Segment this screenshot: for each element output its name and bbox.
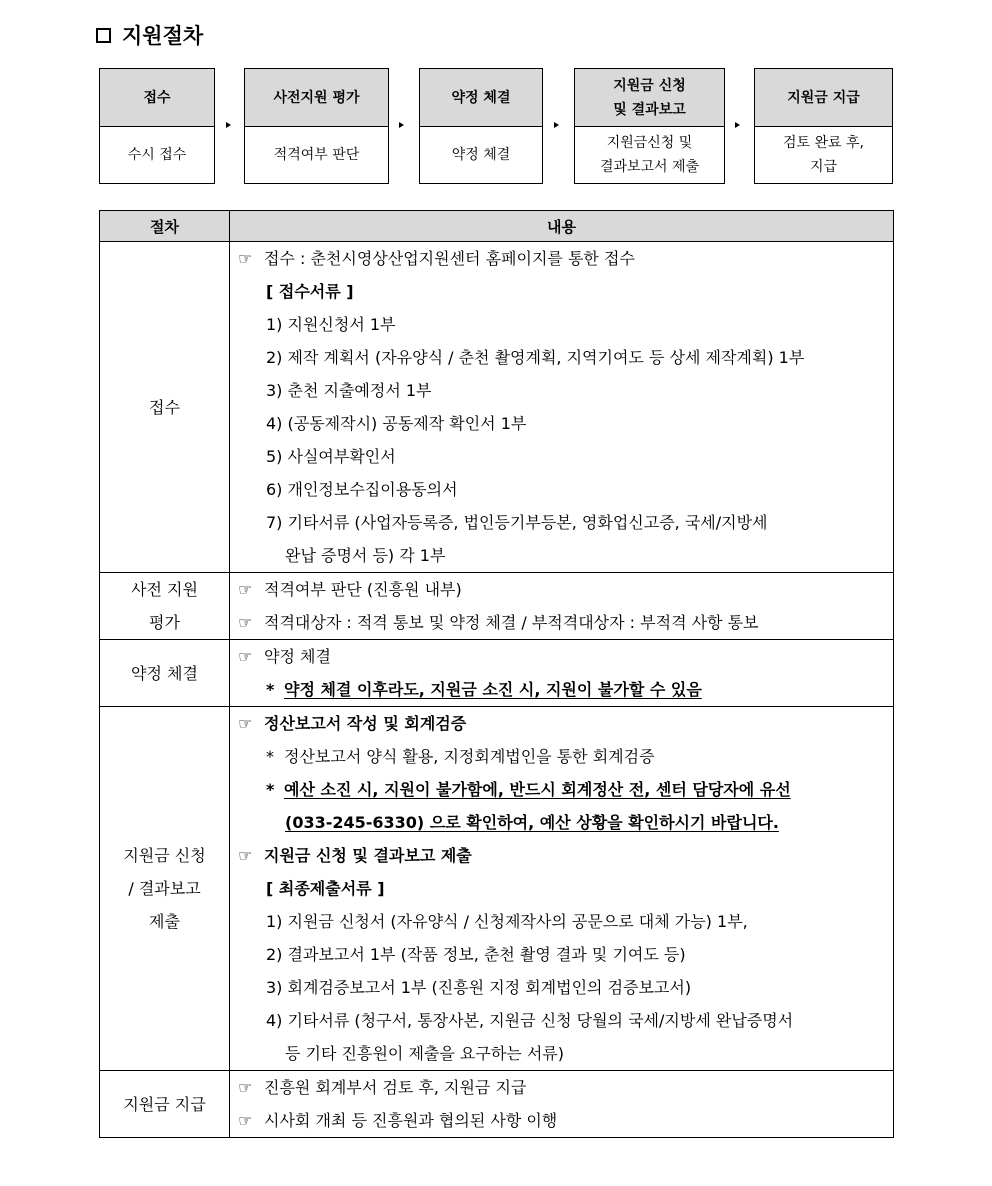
flow-step-body: 약정 체결 bbox=[451, 147, 511, 163]
flow-step-agreement bbox=[419, 68, 543, 184]
flow-step-body: 검토 완료 후, 지급 bbox=[783, 135, 864, 175]
flow-step-body: 수시 접수 bbox=[127, 147, 187, 163]
list-item: ☞ 접수 : 춘천시영상산업지원센터 홈페이지를 통한 접수 bbox=[230, 242, 893, 275]
pointing-hand-icon: ☞ bbox=[238, 846, 253, 865]
content-cell bbox=[230, 242, 894, 573]
list-item: 3) 춘천 지출예정서 1부 bbox=[266, 381, 432, 400]
list-item: [ 접수서류 ] bbox=[266, 282, 354, 301]
list-item: 2) 제작 계획서 (자유양식 / 춘천 촬영계획, 지역기여도 등 상세 제작계획) 1부 bbox=[266, 348, 805, 367]
table-row bbox=[100, 573, 894, 640]
list-item: 6) 개인정보수집이용동의서 bbox=[266, 480, 458, 499]
content-cell bbox=[230, 707, 894, 1071]
list-item: ☞ 시사회 개최 등 진흥원과 협의된 사항 이행 bbox=[230, 1104, 893, 1137]
checkbox-square-icon bbox=[96, 28, 111, 43]
flow-step-payment bbox=[754, 68, 893, 184]
list-item: 1) 지원금 신청서 (자유양식 / 신청제작사의 공문으로 대체 가능) 1부, bbox=[266, 912, 748, 931]
flow-step-body: 적격여부 판단 bbox=[273, 147, 360, 163]
table-row bbox=[100, 242, 894, 573]
list-item: ☞ 적격여부 판단 (진흥원 내부) bbox=[230, 573, 893, 606]
flow-step-pre-evaluation bbox=[244, 68, 389, 184]
notice-item: * 정산보고서 양식 활용, 지정회계법인을 통한 회계검증 bbox=[266, 747, 655, 766]
list-item: ☞ 지원금 신청 및 결과보고 제출 bbox=[230, 839, 893, 872]
column-header-stage: 절차 bbox=[100, 211, 230, 242]
stage-cell: 접수 bbox=[100, 242, 230, 573]
table-row bbox=[100, 1071, 894, 1138]
list-item: 3) 회계검증보고서 1부 (진흥원 지정 회계법인의 검증보고서) bbox=[266, 978, 692, 997]
flow-step-header: 지원금 신청 및 결과보고 bbox=[575, 69, 724, 127]
content-cell bbox=[230, 640, 894, 707]
list-item: 완납 증명서 등) 각 1부 bbox=[285, 546, 446, 565]
pointing-hand-icon: ☞ bbox=[238, 647, 253, 666]
arrow-right-icon bbox=[554, 122, 559, 128]
stage-cell: 사전 지원 평가 bbox=[100, 573, 230, 640]
flow-step-header: 사전지원 평가 bbox=[245, 69, 388, 127]
list-item: [ 최종제출서류 ] bbox=[266, 879, 385, 898]
stage-cell: 지원금 지급 bbox=[100, 1071, 230, 1138]
section-title bbox=[96, 20, 203, 50]
pointing-hand-icon: ☞ bbox=[238, 613, 253, 632]
list-item: 1) 지원신청서 1부 bbox=[266, 315, 396, 334]
content-cell bbox=[230, 1071, 894, 1138]
notice-item: * 예산 소진 시, 지원이 불가함에, 반드시 회계정산 전, 센터 담당자에 유선 bbox=[266, 780, 791, 799]
arrow-right-icon bbox=[735, 122, 740, 128]
flow-step-header: 약정 체결 bbox=[420, 69, 542, 127]
notice-item: * 약정 체결 이후라도, 지원금 소진 시, 지원이 불가할 수 있음 bbox=[266, 680, 702, 699]
table-row bbox=[100, 640, 894, 707]
list-item: 등 기타 진흥원이 제출을 요구하는 서류) bbox=[285, 1044, 564, 1063]
list-item: 4) (공동제작시) 공동제작 확인서 1부 bbox=[266, 414, 527, 433]
flow-step-header: 접수 bbox=[100, 69, 214, 127]
arrow-right-icon bbox=[226, 122, 231, 128]
stage-cell: 지원금 신청 / 결과보고 제출 bbox=[100, 707, 230, 1071]
content-cell bbox=[230, 573, 894, 640]
pointing-hand-icon: ☞ bbox=[238, 249, 253, 268]
list-item: ☞ 진흥원 회계부서 검토 후, 지원금 지급 bbox=[230, 1071, 893, 1104]
table-header-row bbox=[100, 211, 894, 242]
flow-step-application-report bbox=[574, 68, 725, 184]
column-header-content: 내용 bbox=[230, 211, 894, 242]
list-item: 2) 결과보고서 1부 (작품 정보, 춘천 촬영 결과 및 기여도 등) bbox=[266, 945, 686, 964]
process-flow bbox=[99, 68, 893, 184]
stage-cell: 약정 체결 bbox=[100, 640, 230, 707]
list-item: ☞ 적격대상자 : 적격 통보 및 약정 체결 / 부적격대상자 : 부적격 사항 통보 bbox=[230, 606, 893, 639]
pointing-hand-icon: ☞ bbox=[238, 1111, 253, 1130]
pointing-hand-icon: ☞ bbox=[238, 1078, 253, 1097]
pointing-hand-icon: ☞ bbox=[238, 714, 253, 733]
flow-step-body: 지원금신청 및 결과보고서 제출 bbox=[599, 135, 700, 175]
flow-step-receipt bbox=[99, 68, 215, 184]
list-item: 7) 기타서류 (사업자등록증, 법인등기부등본, 영화업신고증, 국세/지방세 bbox=[266, 513, 768, 532]
list-item: ☞ 정산보고서 작성 및 회계검증 bbox=[230, 707, 893, 740]
arrow-right-icon bbox=[399, 122, 404, 128]
procedure-table bbox=[99, 210, 894, 1138]
list-item: 5) 사실여부확인서 bbox=[266, 447, 396, 466]
flow-step-header: 지원금 지급 bbox=[755, 69, 892, 127]
list-item: ☞ 약정 체결 bbox=[230, 640, 893, 673]
list-item: 4) 기타서류 (청구서, 통장사본, 지원금 신청 당월의 국세/지방세 완납증명서 bbox=[266, 1011, 794, 1030]
pointing-hand-icon: ☞ bbox=[238, 580, 253, 599]
table-row bbox=[100, 707, 894, 1071]
notice-item: (033-245-6330) 으로 확인하여, 예산 상황을 확인하시기 바랍니다. bbox=[285, 813, 779, 832]
section-title-text: 지원절차 bbox=[122, 24, 204, 48]
